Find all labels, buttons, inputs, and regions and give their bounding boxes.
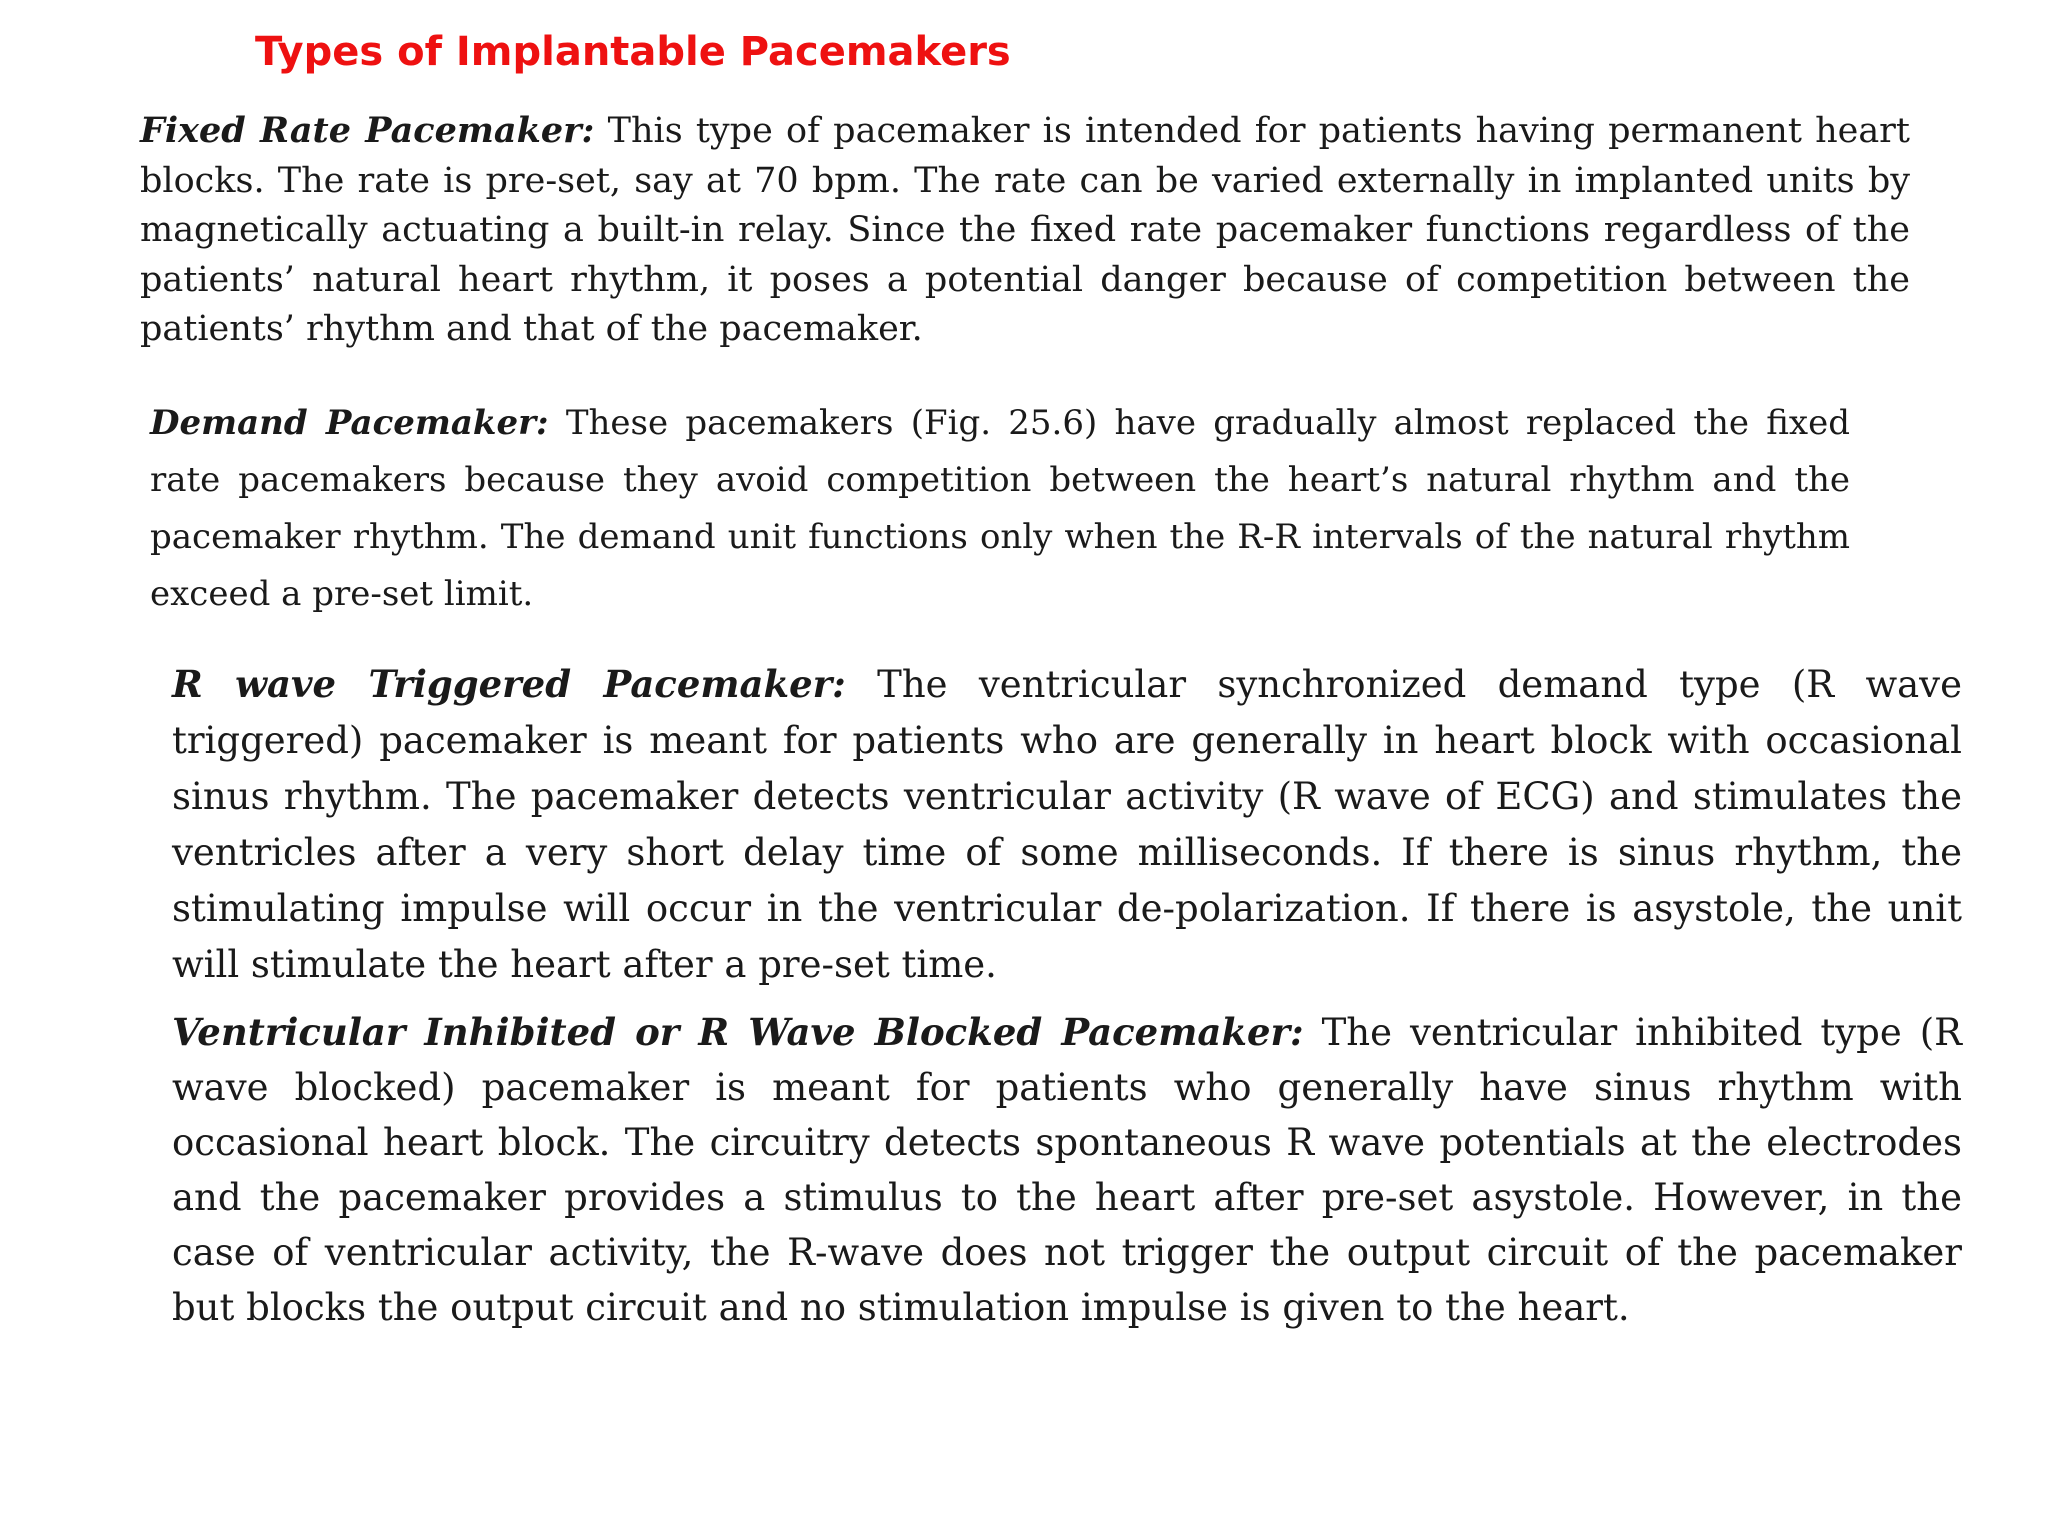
ventricular-inhibited-pacemaker-term: Ventricular Inhibited or R Wave Blocked Pacemaker:	[172, 1010, 1304, 1054]
r-wave-triggered-pacemaker-text: The ventricular synchronized demand type (R wave triggered) pacemaker is meant for patients who are generally in heart block with occasional sinus rhythm. The pacemaker detects ventricular activity (R wave of ECG) and stimulates the ventricles after a very short delay time of some milliseconds. If there is sinus rhythm, the stimulating impulse will occur in the ventricular de-polarization. If there is asystole, the unit will stimulate the heart after a pre-set time.	[172, 663, 1962, 986]
fixed-rate-pacemaker-text: This type of pacemaker is intended for patients having permanent heart blocks. The rate is pre-set, say at 70 bpm. The rate can be varied externally in implanted units by magnetically actuating a built-in relay. Since the fixed rate pacemaker functions regardless of the patients’ natural heart rhythm, it poses a potential danger because of competition between the patients’ rhythm and that of the pacemaker.	[140, 111, 1910, 349]
slide-title: Types of Implantable Pacemakers	[255, 29, 1011, 75]
r-wave-triggered-pacemaker-term: R wave Triggered Pacemaker:	[172, 662, 846, 706]
demand-pacemaker-term: Demand Pacemaker:	[150, 403, 549, 443]
r-wave-triggered-pacemaker-paragraph	[172, 656, 1962, 993]
ventricular-inhibited-pacemaker-text: The ventricular inhibited type (R wave blocked) pacemaker is meant for patients who generally have sinus rhythm with occasional heart block. The circuitry detects spontaneous R wave potentials at the electrodes and the pacemaker provides a stimulus to the heart after pre-set asystole. However, in the case of ventricular activity, the R-wave does not trigger the output circuit of the pacemaker but blocks the output circuit and no stimulation impulse is given to the heart.	[172, 1011, 1962, 1329]
demand-pacemaker-paragraph	[150, 395, 1850, 623]
ventricular-inhibited-pacemaker-paragraph	[172, 1005, 1962, 1335]
demand-pacemaker-text: These pacemakers (Fig. 25.6) have gradually almost replaced the fixed rate pacemakers because they avoid competition between the heart’s natural rhythm and the pacemaker rhythm. The demand unit functions only when the R-R intervals of the natural rhythm exceed a pre-set limit.	[150, 403, 1850, 614]
fixed-rate-pacemaker-term: Fixed Rate Pacemaker:	[140, 110, 595, 151]
fixed-rate-pacemaker-paragraph	[140, 106, 1910, 355]
